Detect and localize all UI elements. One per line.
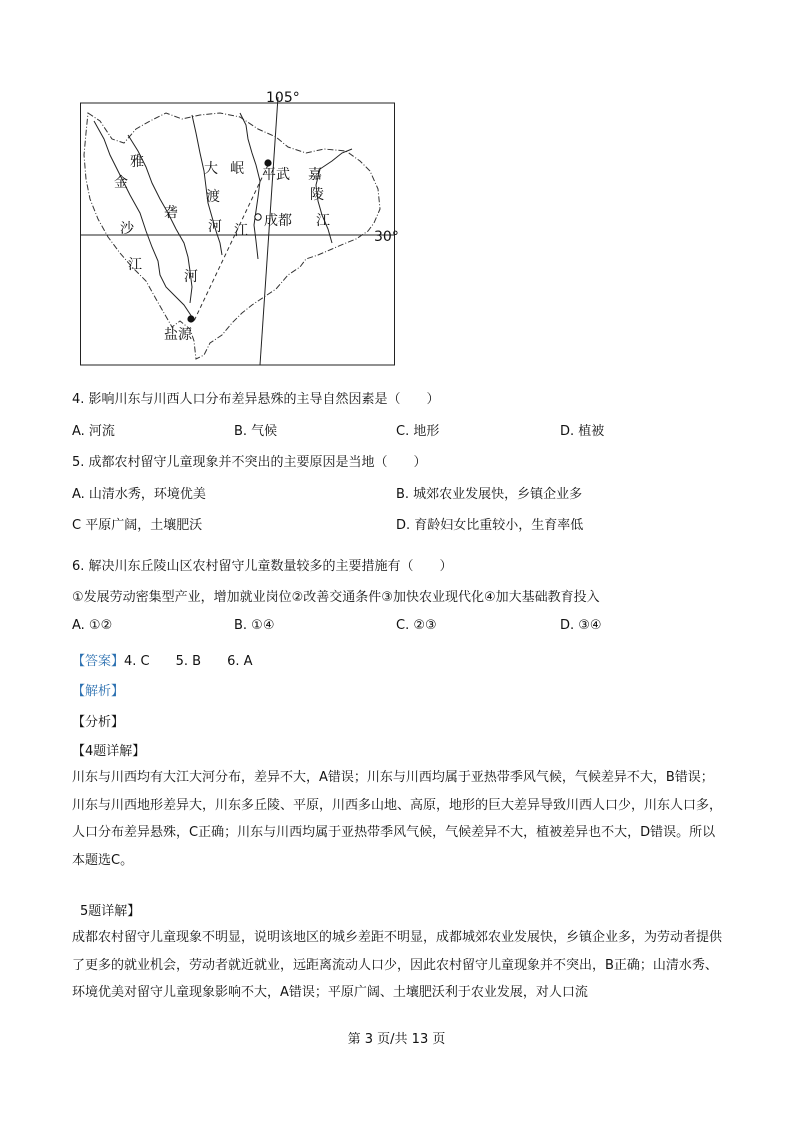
q5-option-a: A. 山清水秀，环境优美 bbox=[72, 487, 206, 502]
label-pingwu: 平武 bbox=[262, 167, 290, 183]
sichuan-map bbox=[80, 90, 399, 366]
q6-option-a: A. ①② bbox=[72, 618, 113, 633]
answer-text: 4. C 5. B 6. A bbox=[124, 654, 253, 669]
chengdu-circle bbox=[255, 214, 261, 220]
label-min: 岷 bbox=[230, 161, 244, 177]
q4-option-c: C. 地形 bbox=[396, 424, 440, 439]
detail4-text: 川东与川西均有大江大河分布，差异不大，A错误；川东与川西均属于亚热带季风气候，气候差异不大，B错误；川东与川西地形差异大，川东多丘陵、平原，川西多山地、高原，地形的巨大差异导致川西人口少，川东人口多，人口分布差异悬殊，C正确；川东与川西均属于亚热带季风气候，气候差异不大，植被差异也不大，D错误。所以本题选C。 bbox=[72, 770, 723, 868]
label-jin: 金 bbox=[114, 175, 128, 191]
label-ya: 雅 bbox=[130, 154, 144, 170]
answer-tag: 【答案】 bbox=[72, 654, 125, 669]
label-da: 大 bbox=[204, 161, 218, 177]
question-5-stem: 5. 成都农村留守儿童现象并不突出的主要原因是当地（ ） bbox=[72, 455, 427, 470]
question-6-stem: 6. 解决川东丘陵山区农村留守儿童数量较多的主要措施有（ ） bbox=[72, 559, 453, 574]
pingwu-dot bbox=[264, 159, 271, 166]
q6-option-b: B. ①④ bbox=[234, 618, 275, 633]
label-ling: 陵 bbox=[310, 187, 324, 203]
answer-line bbox=[72, 650, 253, 669]
fenxi-tag: 【分析】 bbox=[72, 715, 125, 730]
q4-option-d: D. 植被 bbox=[560, 424, 605, 439]
label-he-yalong: 河 bbox=[184, 269, 198, 285]
label-jiang-jinsha: 江 bbox=[128, 257, 142, 273]
q4-option-a: A. 河流 bbox=[72, 424, 115, 439]
q6-option-d: D. ③④ bbox=[560, 618, 602, 633]
label-yanyuan: 盐源 bbox=[164, 327, 192, 343]
q5-option-c: C 平原广阔，土壤肥沃 bbox=[72, 518, 203, 533]
q4-option-b: B. 气候 bbox=[234, 424, 278, 439]
label-chengdu: 成都 bbox=[264, 213, 292, 229]
yanyuan-dot bbox=[187, 315, 194, 322]
q5-option-d: D. 育龄妇女比重较小，生育率低 bbox=[396, 518, 584, 533]
q6-option-c: C. ②③ bbox=[396, 618, 437, 633]
label-du: 渡 bbox=[206, 189, 220, 205]
analysis-tag: 【解析】 bbox=[72, 684, 125, 699]
page-footer: 第 3 页/共 13 页 bbox=[347, 1032, 446, 1047]
latitude-label: 30° bbox=[374, 229, 399, 245]
question-4-stem: 4. 影响川东与川西人口分布差异悬殊的主导自然因素是（ ） bbox=[72, 392, 440, 407]
label-jia: 嘉 bbox=[308, 167, 322, 183]
detail5-text: 成都农村留守儿童现象不明显，说明该地区的城乡差距不明显，成都城郊农业发展快，乡镇企业多，为劳动者提供了更多的就业机会，劳动者就近就业，远距离流动人口少，因此农村留守儿童现象并不突出，B正确；山清水秀、环境优美对留守儿童现象影响不大，A错误；平原广阔、土壤肥沃利于农业发展，对人口流 bbox=[72, 930, 723, 1000]
label-jiang-min: 江 bbox=[234, 223, 248, 239]
label-sha: 沙 bbox=[120, 221, 134, 237]
label-he-dadu: 河 bbox=[208, 219, 222, 235]
detail5-tag: 5题详解】 bbox=[80, 904, 141, 919]
label-jiang-jialing: 江 bbox=[316, 213, 330, 229]
question-6-subline: ①发展劳动密集型产业，增加就业岗位②改善交通条件③加快农业现代化④加大基础教育投入 bbox=[72, 590, 600, 605]
longitude-label: 105° bbox=[266, 90, 300, 106]
detail4-tag: 【4题详解】 bbox=[72, 744, 146, 759]
q5-option-b: B. 城郊农业发展快，乡镇企业多 bbox=[396, 487, 583, 502]
label-long: 砻 bbox=[164, 205, 178, 221]
